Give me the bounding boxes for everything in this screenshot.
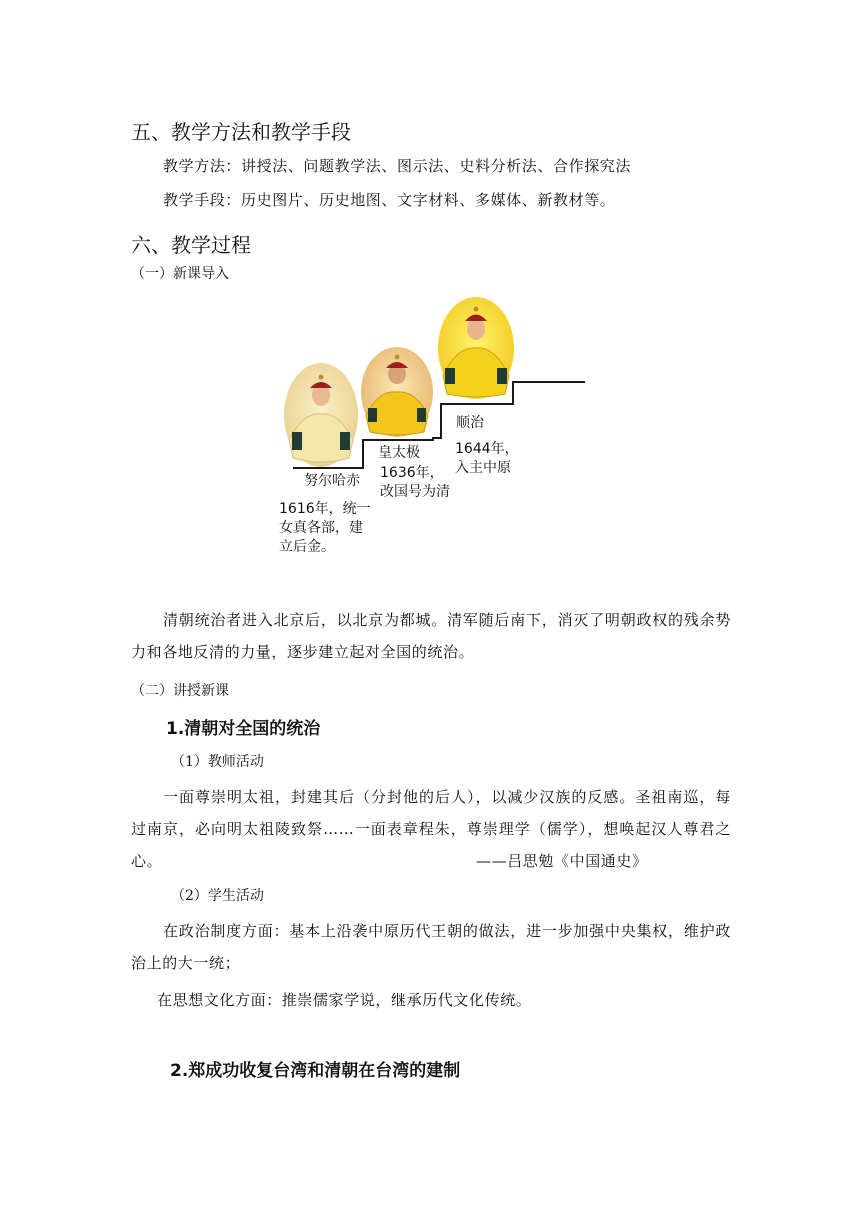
topic2-title: 2.郑成功收复台湾和清朝在台湾的建制 bbox=[170, 1061, 461, 1081]
topic1-title: 1.清朝对全国的统治 bbox=[166, 719, 321, 739]
emperor1-desc-line2: 女真各部，建 bbox=[279, 520, 363, 536]
emperor1-name: 努尔哈赤 bbox=[304, 473, 360, 489]
student-activity-label: （2）学生活动 bbox=[171, 888, 264, 904]
teaching-methods: 教学方法：讲授法、问题教学法、图示法、史料分析法、合作探究法 bbox=[163, 157, 632, 175]
emperor-staircase-figure bbox=[275, 292, 595, 567]
section6-title: 六、教学过程 bbox=[131, 233, 251, 257]
emperor2-desc-line1: 1636年， bbox=[380, 465, 444, 481]
emperor1-desc-line3: 立后金。 bbox=[279, 539, 335, 555]
shunzhi-portrait bbox=[437, 296, 515, 404]
culture-point: 在思想文化方面：推崇儒家学说，继承历代文化传统。 bbox=[157, 991, 532, 1009]
emperor2-name: 皇太极 bbox=[378, 445, 420, 461]
emperor3-desc-line2: 入主中原 bbox=[455, 460, 511, 476]
emperor3-name: 顺治 bbox=[456, 415, 484, 431]
nurhaci-portrait bbox=[283, 362, 359, 472]
intro-heading: （一）新课导入 bbox=[131, 266, 229, 282]
historical-quote: 一面尊崇明太祖，封建其后（分封他的后人），以减少汉族的反感。圣祖南巡，每过南京，必向明太祖陵致祭……一面表章程朱，尊崇理学（儒学），想唤起汉人尊君之心。 bbox=[131, 788, 731, 870]
hong-taiji-portrait bbox=[360, 346, 434, 442]
politics-point: 在政治制度方面：基本上沿袭中原历代王朝的做法，进一步加强中央集权，维护政治上的大一统； bbox=[131, 922, 731, 972]
emperor2-desc-line2: 改国号为清 bbox=[380, 484, 450, 500]
section5-title: 五、教学方法和教学手段 bbox=[131, 120, 351, 144]
teacher-activity-label: （1）教师活动 bbox=[171, 754, 264, 770]
quote-source: ——吕思勉《中国通史》 bbox=[476, 852, 648, 870]
intro-paragraph: 清朝统治者进入北京后，以北京为都城。清军随后南下，消灭了明朝政权的残余势力和各地反清的力量，逐步建立起对全国的统治。 bbox=[131, 611, 731, 661]
lesson-heading: （二）讲授新课 bbox=[131, 683, 229, 699]
emperor3-desc-line1: 1644年， bbox=[455, 441, 519, 457]
emperor1-desc-line1: 1616年，统一 bbox=[279, 501, 371, 517]
teaching-means: 教学手段：历史图片、历史地图、文字材料、多媒体、新教材等。 bbox=[163, 191, 616, 209]
